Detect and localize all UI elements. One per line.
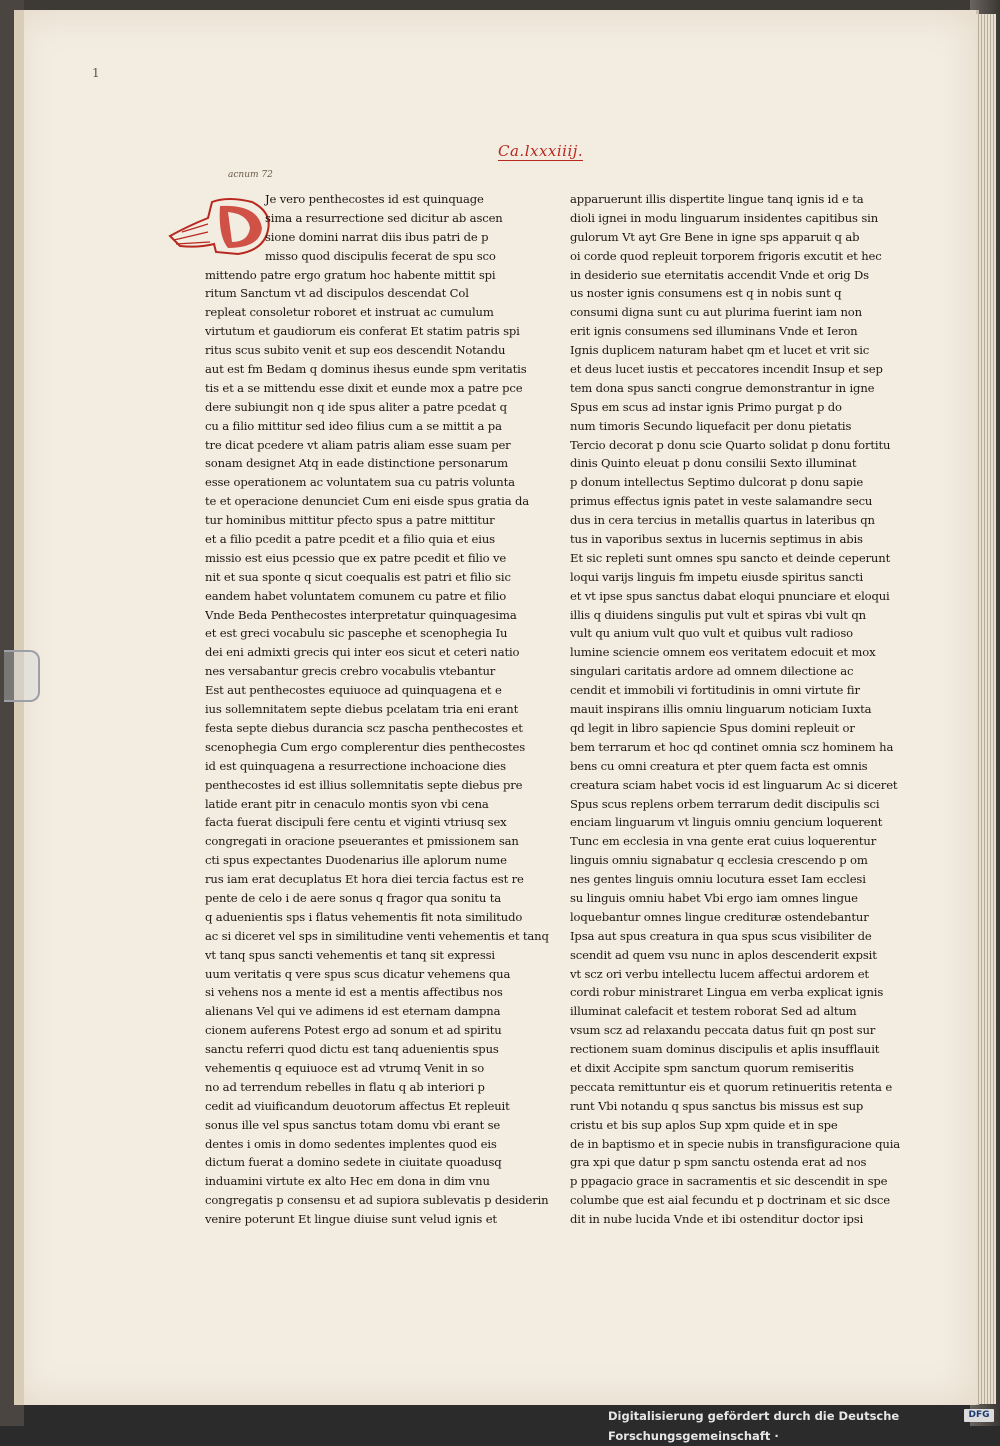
text-line: mittendo patre ergo gratum hoc habente mittit spi xyxy=(205,267,496,282)
text-line: consumi digna sunt cu aut plurima fuerint iam non xyxy=(570,305,862,320)
text-line: de in baptismo et in specie nubis in transfiguracione quia xyxy=(570,1136,901,1151)
text-line: num timoris Secundo liquefacit per donu pietatis xyxy=(570,418,852,433)
text-line: no ad terrendum rebelles in flatu q ab interiori p xyxy=(205,1079,485,1094)
text-line: creatura sciam habet vocis id est linguarum Ac si diceret xyxy=(570,777,898,792)
text-line: scendit ad quem vsu nunc in aplos descenderit expsit xyxy=(570,947,877,962)
text-line: alienans Vel qui ve adimens id est eternam dampna xyxy=(205,1004,501,1019)
text-line: dus in cera tercius in metallis quartus in lateribus qn xyxy=(570,513,875,528)
text-line: loquebantur omnes lingue credituræ ostendebantur xyxy=(570,909,869,924)
text-line: scenophegia Cum ergo complerentur dies penthecostes xyxy=(205,739,526,754)
text-line: rus iam erat decuplatus Et hora diei tercia factus est re xyxy=(205,872,524,887)
text-line: missio est eius pcessio que ex patre pcedit et filio ve xyxy=(205,550,507,565)
margin-note: acnum 72 xyxy=(228,170,273,180)
text-line: bem terrarum et hoc qd continet omnia scz hominem ha xyxy=(570,739,894,754)
text-line: apparuerunt illis dispertite lingue tanq ignis id e ta xyxy=(570,192,864,206)
text-line: q aduenientis sps i flatus vehementis fit nota similitudo xyxy=(205,909,523,924)
text-column-left xyxy=(205,190,550,1229)
text-line: misso quod discipulis fecerat de spu sco xyxy=(265,248,496,263)
text-line: venire poterunt Et lingue diuise sunt velud ignis et xyxy=(205,1212,497,1227)
text-line: congregati in oracione pseuerantes et pmissionem san xyxy=(205,834,519,849)
text-line: si vehens nos a mente id est a mentis affectibus nos xyxy=(205,985,503,1000)
text-line: et vt ipse spus sanctus dabat eloqui pnunciare et eloqui xyxy=(570,588,890,603)
text-line: aut est fm Bedam q dominus ihesus eunde spm veritatis xyxy=(205,362,527,377)
text-line: Et sic repleti sunt omnes spu sancto et deinde ceperunt xyxy=(570,550,891,565)
text-line: erit ignis consumens sed illuminans Vnde et Ieron xyxy=(570,324,858,339)
text-line: cedit ad viuificandum deuotorum affectus Et repleuit xyxy=(205,1098,510,1113)
text-line: et a filio pcedit a patre pcedit et a filio quia et eius xyxy=(205,532,495,547)
text-line: id est quinquagena a resurrectione inchoacione dies xyxy=(205,758,506,773)
text-line: runt Vbi notandu q spus sanctus bis missus est sup xyxy=(570,1098,864,1113)
text-line: et est greci vocabulu sic pascephe et scenophegia Iu xyxy=(205,626,508,641)
text-line: penthecostes id est illius sollemnitatis septe diebus pre xyxy=(205,777,523,792)
chapter-heading: Ca.lxxxiiij. xyxy=(498,142,584,160)
text-line: sione domini narrat diis ibus patri de p xyxy=(265,229,489,244)
text-line: Tercio decorat p donu scie Quarto solidat p donu fortitu xyxy=(570,437,891,452)
text-line: vt tanq spus sancti vehementis et tanq sit expressi xyxy=(205,947,495,962)
text-line: nes gentes linguis omniu locutura esset Iam ecclesi xyxy=(570,872,866,887)
book-fore-edge xyxy=(976,14,996,1404)
text-line: Ipsa aut spus creatura in qua spus scus visibiliter de xyxy=(570,928,872,943)
text-line: p donum intellectus Septimo dulcorat p donu sapie xyxy=(570,475,864,490)
text-line: tre dicat pcedere vt aliam patris aliam esse suam per xyxy=(205,437,511,452)
text-line: singulari caritatis ardore ad omnem dilectione ac xyxy=(570,664,854,679)
text-line: nit et sua sponte q sicut coequalis est patri et filio sic xyxy=(205,569,511,584)
text-line: gra xpi que datur p spm sanctu ostenda erat ad nos xyxy=(570,1155,867,1170)
text-line: illuminat calefacit et testem roborat Sed ad altum xyxy=(570,1004,857,1019)
text-line: mauit inspirans illis omniu linguarum noticiam Iuxta xyxy=(570,702,872,717)
text-line: oi corde quod repleuit torporem frigoris excutit et hec xyxy=(570,248,882,263)
text-line: peccata remittuntur eis et quorum retinueritis retenta e xyxy=(570,1079,893,1094)
text-line: cordi robur ministraret Lingua em verba explicat ignis xyxy=(570,985,884,1000)
text-line: sonus ille vel spus sanctus totam domu vbi erant se xyxy=(205,1117,501,1132)
text-line: qd legit in libro sapiencie Spus domini repleuit or xyxy=(570,720,855,735)
text-line: vehementis q equiuoce est ad vtrumq Venit in so xyxy=(205,1060,485,1075)
text-line: Tunc em ecclesia in vna gente erat cuius loquerentur xyxy=(570,834,877,849)
text-line: cendit et immobili vi fortitudinis in omni virtute fir xyxy=(570,683,860,698)
text-line: in desiderio sue eternitatis accendit Vnde et orig Ds xyxy=(570,267,869,282)
text-line: rectionem suam dominus discipulis et aplis insufflauit xyxy=(570,1042,880,1057)
text-line: vt scz ori verbu intellectu lucem affectui ardorem et xyxy=(570,966,869,981)
text-line: tis et a se mittendu esse dixit et eunde mox a patre pce xyxy=(205,380,523,395)
text-line: primus effectus ignis patet in veste salamandre secu xyxy=(570,494,873,509)
text-line: dei eni admixti grecis qui inter eos sicut et ceteri natio xyxy=(205,645,520,660)
text-line: latide erant pitr in cenaculo montis syon vbi cena xyxy=(205,796,489,811)
text-line: dictum fuerat a domino sedete in ciuitate quoadusq xyxy=(205,1155,502,1170)
text-line: linguis omniu signabatur q ecclesia crescendo p om xyxy=(570,853,868,868)
text-line: Est aut penthecostes equiuoce ad quinquagena et e xyxy=(205,683,502,698)
text-line: vult qu anium vult quo vult et quibus vult radioso xyxy=(570,626,853,641)
text-line: congregatis p consensu et ad supiora sublevatis p desiderin xyxy=(205,1193,549,1208)
text-line: enciam linguarum vt linguis omniu gencium loquerent xyxy=(570,815,883,830)
digitization-footer: Digitalisierung gefördert durch die Deutsche Forschungsgemeinschaft · xyxy=(608,1409,900,1443)
text-line: Je vero penthecostes id est quinquage xyxy=(265,192,484,206)
text-line: te et operacione denunciet Cum eni eisde spus gratia da xyxy=(205,494,530,509)
text-line: induamini virtute ex alto Hec em dona in dim vnu xyxy=(205,1174,490,1189)
dfg-logo: DFG xyxy=(964,1409,994,1422)
text-line: eandem habet voluntatem comunem cu patre et filio xyxy=(205,588,507,603)
text-line: cu a filio mittitur sed ideo filius cum a se mittit a pa xyxy=(205,418,502,433)
text-line: dentes i omis in domo sedentes implentes quod eis xyxy=(205,1136,497,1151)
text-line: tus in vaporibus sextus in lucernis septimus in abis xyxy=(570,532,863,547)
text-line: pente de celo i de aere sonus q fragor qua sonitu ta xyxy=(205,890,502,905)
text-line: dinis Quinto eleuat p donu consilii Sexto illuminat xyxy=(570,456,857,471)
text-line: ritum Sanctum vt ad discipulos descendat Col xyxy=(205,286,469,301)
text-line: nes versabantur grecis crebro vocabulis vtebantur xyxy=(205,664,496,679)
text-line: esse operationem ac voluntatem sua cu patris volunta xyxy=(205,475,515,490)
text-line: facta fuerat discipuli fere centu et viginti vtriusq sex xyxy=(205,815,507,830)
text-line: dere subiungit non q ide spus aliter a patre pcedat q xyxy=(205,399,507,414)
text-line: dit in nube lucida Vnde et ibi ostenditur doctor ipsi xyxy=(570,1212,864,1227)
text-line: festa septe diebus durancia scz pascha penthecostes et xyxy=(205,720,523,735)
text-line: uum veritatis q vere spus scus dicatur vehemens qua xyxy=(205,966,511,981)
text-line: et dixit Accipite spm sanctum quorum remiseritis xyxy=(570,1060,854,1075)
text-line: ius sollemnitatem septe diebus pcelatam tria eni erant xyxy=(205,702,519,717)
text-line: tur hominibus mittitur pfecto spus a patre mittitur xyxy=(205,513,495,528)
text-line: virtutum et gaudiorum eis conferat Et statim patris spi xyxy=(205,324,520,339)
text-line: ritus scus subito venit et sup eos descendit Notandu xyxy=(205,343,506,358)
text-line: repleat consoletur roboret et instruat ac cumulum xyxy=(205,305,494,320)
page-mark: 1 xyxy=(92,66,100,80)
text-line: su linguis omniu habet Vbi ergo iam omnes lingue xyxy=(570,890,858,905)
text-line: p ppagacio grace in sacramentis et sic descendit in spe xyxy=(570,1174,888,1189)
text-line: Ignis duplicem naturam habet qm et lucet et vrit sic xyxy=(570,343,870,358)
text-line: ac si diceret vel sps in similitudine venti vehementis et tanq xyxy=(205,928,549,943)
text-line: loqui varijs linguis fm impetu eiusde spiritus sancti xyxy=(570,569,864,584)
text-line: sonam designet Atq in eade distinctione personarum xyxy=(205,456,508,471)
text-line: Vnde Beda Penthecostes interpretatur quinquagesima xyxy=(205,607,517,622)
text-line: vsum scz ad relaxandu peccata datus fuit qn post sur xyxy=(570,1023,876,1038)
text-line: et deus lucet iustis et peccatores incendit Insup et sep xyxy=(570,362,883,377)
text-line: cti spus expectantes Duodenarius ille aplorum nume xyxy=(205,853,507,868)
text-line: Spus em scus ad instar ignis Primo purgat p do xyxy=(570,399,842,414)
text-line: tem dona spus sancti congrue demonstrantur in igne xyxy=(570,380,875,395)
text-line: dioli ignei in modu linguarum insidentes capitibus sin xyxy=(570,210,879,225)
text-line: sanctu referri quod dictu est tanq aduenientis spus xyxy=(205,1042,499,1057)
text-line: gulorum Vt ayt Gre Bene in igne sps apparuit q ab xyxy=(570,229,860,244)
text-line: bens cu omni creatura et pter quem facta est omnis xyxy=(570,758,868,773)
text-line: Spus scus replens orbem terrarum dedit discipulis sci xyxy=(570,796,880,811)
page-gutter xyxy=(14,10,24,1405)
text-line: us noster ignis consumens est q in nobis sunt q xyxy=(570,286,842,301)
text-line: illis q diuidens singulis put vult et spiras vbi vult qn xyxy=(570,607,866,622)
text-line: cionem auferens Potest ergo ad sonum et ad spiritu xyxy=(205,1023,502,1038)
text-line: lumine sciencie omnem eos veritatem edocuit et mox xyxy=(570,645,876,660)
text-line: sima a resurrectione sed dicitur ab ascen xyxy=(265,210,503,225)
page-clip-icon xyxy=(4,650,40,702)
text-line: cristu et bis sup aplos Sup xpm quide et in spe xyxy=(570,1117,838,1132)
text-column-right xyxy=(570,190,915,1229)
text-line: columbe que est aial fecundu et p doctrinam et sic dsce xyxy=(570,1193,890,1208)
